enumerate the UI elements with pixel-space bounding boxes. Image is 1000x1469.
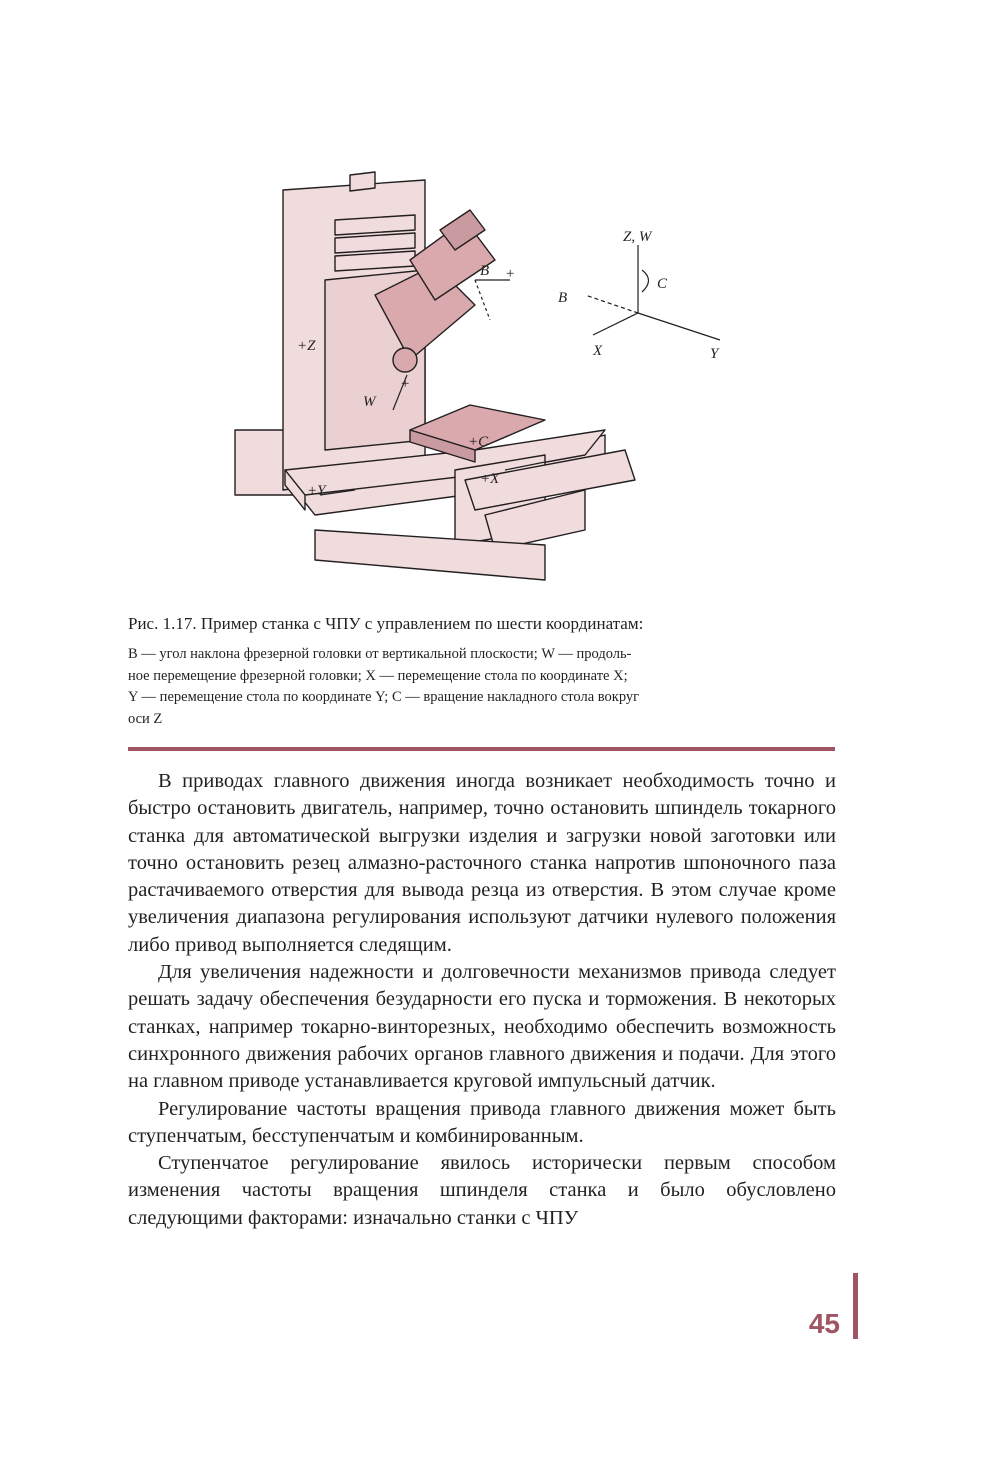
b-angle-ref-line bbox=[475, 280, 490, 320]
label-y: +Y bbox=[307, 483, 326, 499]
paragraph-4: Ступенчатое регулирование явилось исторически первым способом изменения частоты вращения шпинделя станка и было обусловлено следующими факторами: изначально станки с ЧПУ bbox=[128, 1152, 836, 1229]
coord-label-c: C bbox=[657, 276, 668, 292]
coord-c-arc bbox=[642, 270, 649, 292]
caption-line-3: Y — перемещение стола по координате Y; C — вращение накладного стола вокруг bbox=[128, 689, 640, 705]
body-text bbox=[128, 768, 836, 1232]
label-x: +X bbox=[480, 471, 500, 487]
coord-label-y: Y bbox=[710, 346, 719, 362]
label-z: +Z bbox=[297, 338, 316, 354]
paragraph-3: Регулирование частоты вращения привода главного движения может быть ступенчатым, бесступенчатым и комбинированным. bbox=[128, 1097, 836, 1147]
coord-label-zw: Z, W bbox=[623, 229, 652, 245]
coord-x-axis bbox=[593, 313, 638, 335]
caption-line-4: оси Z bbox=[128, 710, 163, 727]
spindle bbox=[393, 348, 417, 372]
figure-caption-title: Рис. 1.17. Пример станка с ЧПУ с управлением по шести координатам: bbox=[128, 614, 644, 633]
column-top bbox=[350, 172, 375, 191]
caption-divider bbox=[128, 747, 835, 751]
caption-line-2: ное перемещение фрезерной головки; X — перемещение стола по координате X; bbox=[128, 667, 628, 684]
page-number: 45 bbox=[808, 1308, 840, 1339]
label-w: W bbox=[363, 394, 376, 410]
paragraph-2: Для увеличения надежности и долговечности механизмов привода следует решать задачу обеспечения безударности его пуска и торможения. В некоторых станках, например токарно-винторезных, необходимо обеспечить возможность синхронного движения рабочих органов главного движения и подачи. Для этого на главном приводе устанавливается круговой импульсный датчик. bbox=[128, 961, 836, 1093]
caption-line-1: B — угол наклона фрезерной головки от вертикальной плоскости; W — продоль- bbox=[128, 646, 632, 662]
paragraph-1: В приводах главного движения иногда возникает необходимость точно и быстро остановить двигатель, например, точно остановить шпиндель токарного станка для автоматической выгрузки изделия и загрузки новой заготовки или точно остановить резец алмазно-расточного станка напротив шпоночного паза растачиваемого отверстия для вывода резца из отверстия. В этом случае кроме увеличения диапазона регулирования используют датчики нулевого положения либо привод выполняется следящим. bbox=[128, 770, 836, 956]
label-w-plus: + bbox=[400, 376, 411, 392]
coord-b-axis bbox=[585, 295, 638, 313]
coord-label-b: B bbox=[558, 290, 568, 306]
label-b: B bbox=[480, 263, 490, 279]
label-c: +C bbox=[468, 434, 489, 450]
figure-caption-body bbox=[128, 644, 838, 730]
label-b-plus: + bbox=[505, 266, 516, 282]
page-marker-bar bbox=[853, 1273, 858, 1339]
coord-label-x: X bbox=[593, 343, 603, 359]
cnc-machine-figure bbox=[225, 150, 750, 590]
coord-y-axis bbox=[638, 313, 720, 340]
cnc-machine-illustration bbox=[225, 150, 750, 590]
